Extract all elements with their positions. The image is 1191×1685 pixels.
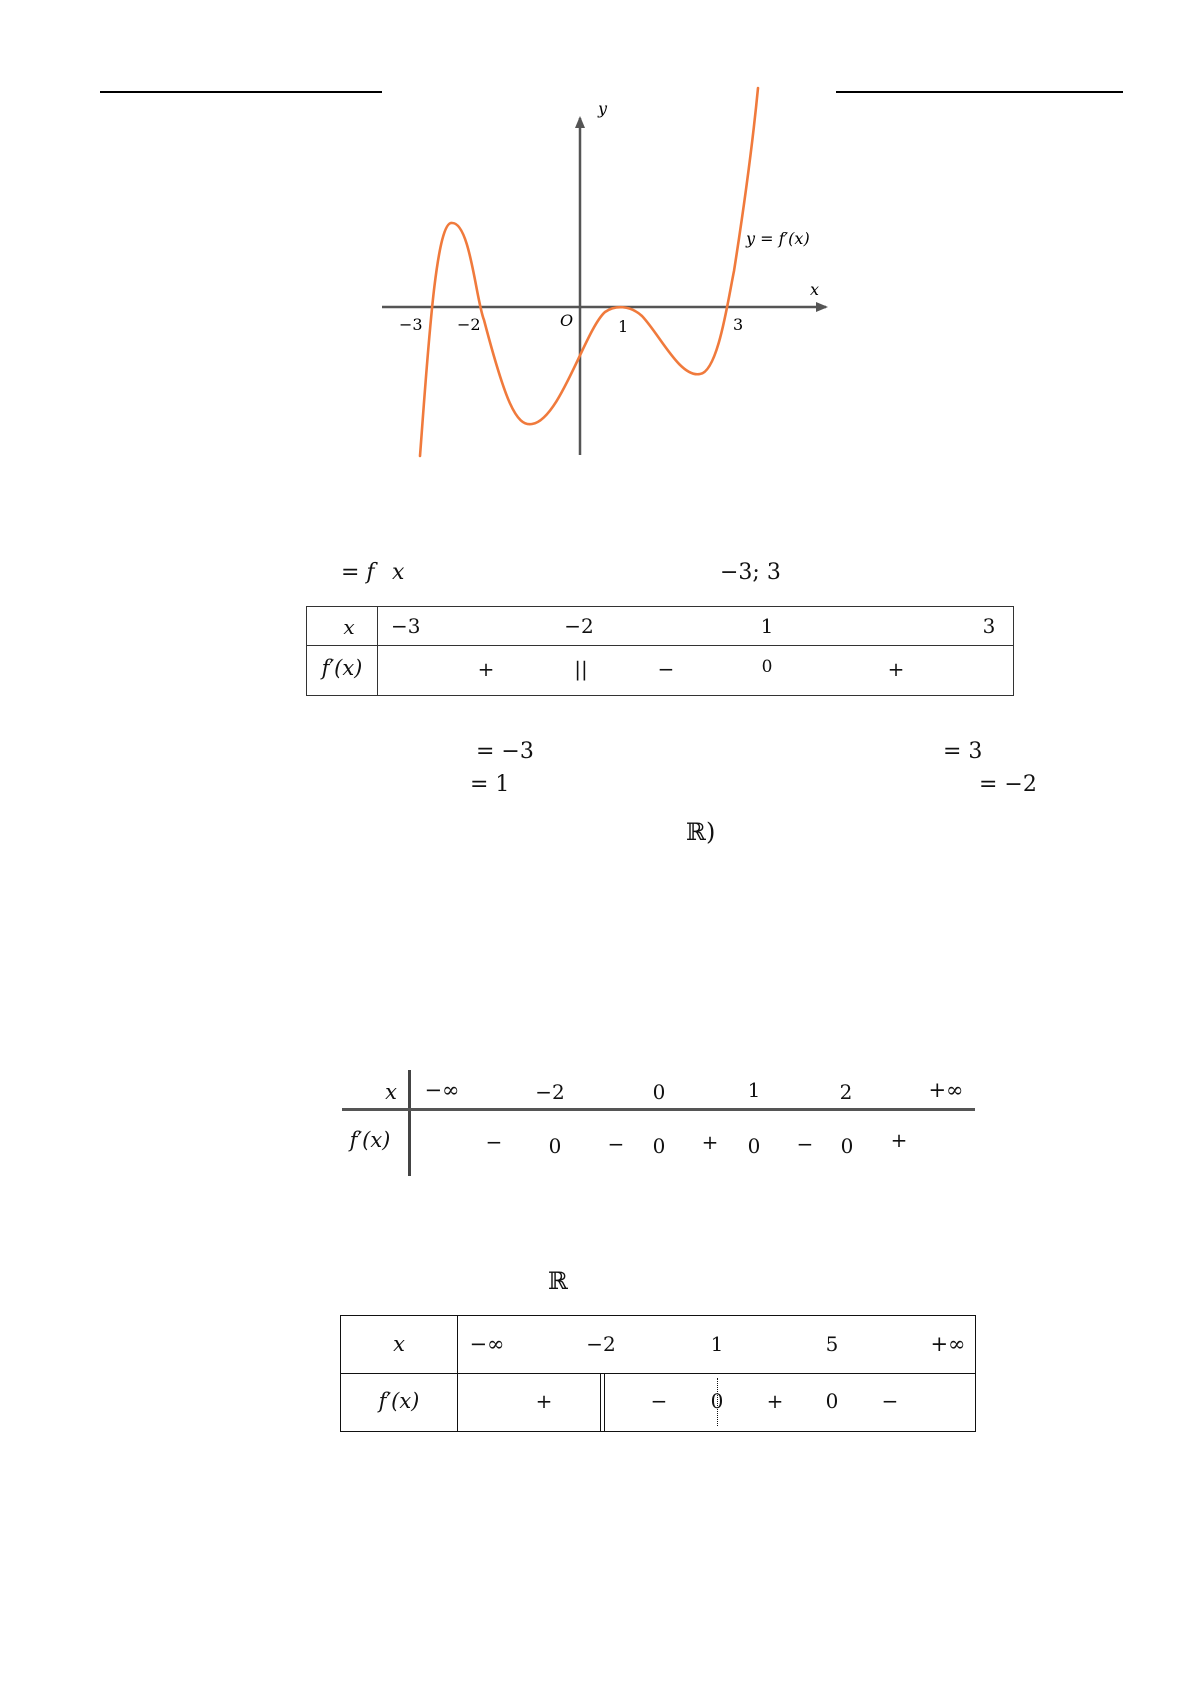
sign-value: + [535, 1389, 553, 1413]
table-fprime-label: f′(x) [378, 1389, 420, 1413]
sign-value: 0 [840, 1134, 854, 1158]
fragment-eq-a: = −3 [476, 739, 534, 764]
sign-value: − [650, 1389, 668, 1413]
table-divider [342, 1108, 975, 1111]
undefined-point-line [600, 1373, 601, 1431]
x-tick-label: 3 [733, 315, 744, 334]
derivative-graph [0, 0, 1191, 470]
curve-label: y = f′(x) [746, 229, 810, 248]
x-value: −2 [535, 1080, 565, 1104]
table-fprime-label: f′(x) [321, 656, 363, 680]
sign-table-1 [306, 606, 1014, 696]
sign-value: + [766, 1389, 784, 1413]
sign-value: 0 [548, 1134, 562, 1158]
table-x-label: x [385, 1080, 397, 1104]
fragment-f: = f [341, 560, 375, 585]
fragment-eq-b: = 3 [943, 739, 983, 764]
fragment-x: x [392, 560, 405, 585]
fragment-eq-c: = 1 [470, 772, 510, 797]
sign-value: 0 [825, 1389, 839, 1413]
x-tick-label: −2 [457, 315, 481, 334]
sign-value: + [887, 657, 905, 681]
sign-value: − [607, 1132, 625, 1156]
fragment-eq-d: = −2 [979, 772, 1037, 797]
sign-value: 0 [761, 657, 773, 677]
sign-value: − [881, 1389, 899, 1413]
sign-value: − [485, 1130, 503, 1154]
sign-table-2 [330, 1068, 975, 1178]
table-fprime-label: f′(x) [349, 1128, 391, 1152]
x-value: 1 [710, 1332, 724, 1356]
sign-value: + [477, 657, 495, 681]
x-value: −3 [391, 614, 421, 638]
table-divider [307, 645, 1013, 646]
sign-value: 0 [747, 1134, 761, 1158]
x-tick-label: −3 [399, 315, 423, 334]
sign-value: 0 [710, 1389, 724, 1413]
x-value: −2 [586, 1332, 616, 1356]
sign-value: + [890, 1128, 908, 1152]
x-value: 0 [652, 1080, 666, 1104]
sign-value: || [574, 657, 588, 681]
fragment-interval: −3; 3 [720, 560, 781, 585]
fragment-real-set: ℝ) [686, 818, 716, 846]
y-axis-label: y [598, 99, 608, 118]
table-divider [377, 607, 378, 695]
sign-value: − [796, 1132, 814, 1156]
x-value: 3 [982, 614, 996, 638]
table-divider [408, 1070, 411, 1176]
table-divider [457, 1316, 458, 1431]
x-value: 5 [825, 1332, 839, 1356]
fragment-real-set: ℝ [548, 1267, 568, 1295]
x-value: −∞ [469, 1332, 505, 1356]
sign-value: 0 [652, 1134, 666, 1158]
x-axis-label: x [810, 280, 820, 299]
x-value: 1 [760, 614, 774, 638]
x-value: −2 [564, 614, 594, 638]
sign-table-3 [340, 1315, 976, 1432]
sign-value: + [701, 1130, 719, 1154]
table-x-label: x [393, 1332, 405, 1356]
x-value: 1 [747, 1078, 761, 1102]
x-value: +∞ [928, 1078, 964, 1102]
x-value: −∞ [424, 1078, 460, 1102]
undefined-point-line [604, 1373, 605, 1431]
x-value: 2 [839, 1080, 853, 1104]
x-tick-label: 1 [618, 317, 629, 336]
derivative-curve [420, 88, 758, 456]
origin-label: O [560, 311, 574, 330]
x-value: +∞ [930, 1332, 966, 1356]
sign-value: − [657, 657, 675, 681]
table-x-label: x [343, 615, 355, 639]
table-divider [341, 1373, 975, 1374]
